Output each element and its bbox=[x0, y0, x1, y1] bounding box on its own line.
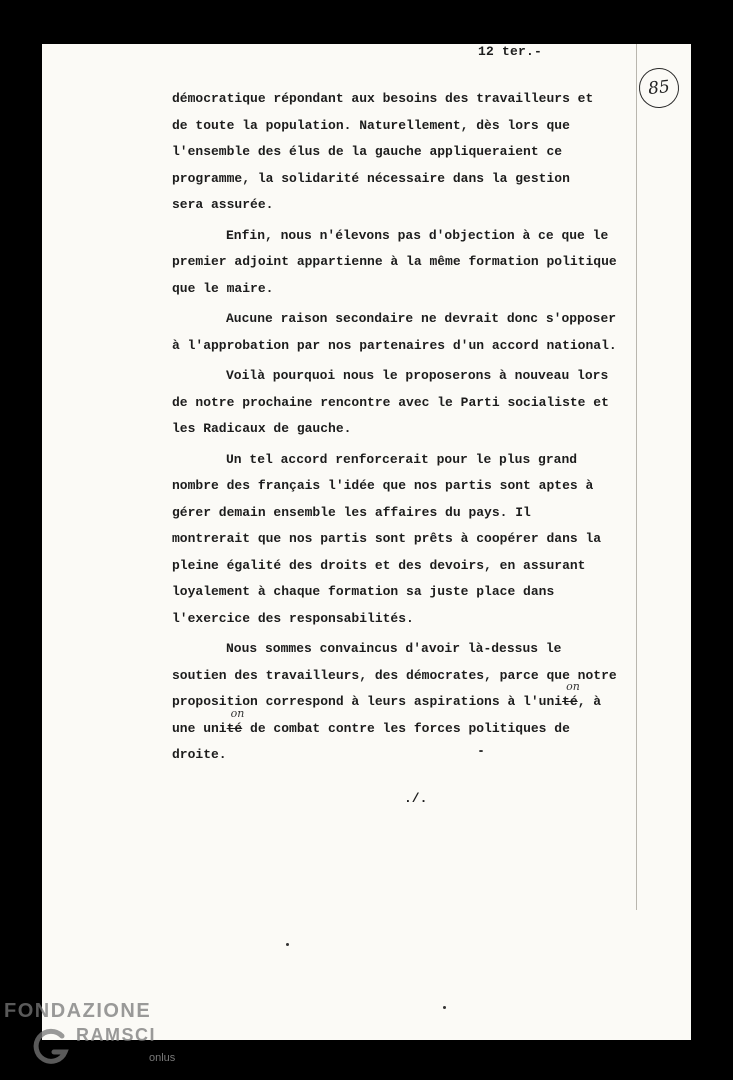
text-line: gérer demain ensemble les affaires du pays. Il bbox=[172, 504, 531, 520]
archive-stamp: 85 bbox=[637, 66, 681, 110]
text-line: soutien des travailleurs, des démocrates, parce que notre bbox=[172, 667, 617, 683]
paper-speck bbox=[443, 1006, 446, 1009]
watermark-suffix: onlus bbox=[149, 1052, 176, 1064]
text-line-with-correction bbox=[172, 706, 632, 743]
struck-text: té bbox=[562, 694, 578, 709]
text-line: pleine égalité des droits et des devoirs, en assurant bbox=[172, 557, 586, 573]
page-number-header: 12 ter.- bbox=[478, 44, 543, 59]
fondazione-gramsci-watermark bbox=[4, 998, 194, 1078]
paragraph-6 bbox=[172, 636, 632, 769]
document-page bbox=[42, 44, 691, 1040]
text-line: sera assurée. bbox=[172, 197, 274, 212]
handwritten-correction bbox=[562, 680, 580, 716]
watermark-line2: RAMSCI bbox=[76, 1025, 156, 1045]
typed-letter-body bbox=[172, 86, 632, 773]
text-segment: une uni bbox=[172, 720, 227, 736]
text-line: programme, la solidarité nécessaire dans la gestion bbox=[172, 170, 570, 186]
text-line: Voilà pourquoi nous le proposerons à nouveau lors bbox=[226, 368, 609, 383]
text-line: Un tel accord renforcerait pour le plus grand bbox=[226, 451, 578, 467]
text-line: à l'approbation par nos partenaires d'un accord national. bbox=[172, 337, 617, 353]
text-line: de toute la population. Naturellement, dès lors que bbox=[172, 117, 570, 133]
paragraph-1 bbox=[172, 86, 632, 219]
handwritten-insertion: on bbox=[230, 706, 245, 720]
paper-speck bbox=[286, 943, 289, 946]
gramsci-logo-g-icon bbox=[32, 1026, 72, 1066]
text-segment: de combat contre les forces politiques de bbox=[242, 720, 570, 736]
paragraph-5 bbox=[172, 447, 632, 633]
watermark-line1: FONDAZIONE bbox=[4, 1000, 152, 1022]
handwritten-correction bbox=[226, 706, 245, 743]
text-line: Enfin, nous n'élevons pas d'objection à ce que le bbox=[226, 227, 609, 243]
text-segment: , à bbox=[577, 694, 602, 709]
text-line: Aucune raison secondaire ne devrait donc s'opposer bbox=[226, 311, 617, 326]
margin-rule bbox=[636, 44, 637, 910]
handwritten-insertion: on bbox=[566, 680, 580, 693]
text-line: montrerait que nos partis sont prêts à coopérer dans la bbox=[172, 531, 602, 546]
text-line: de notre prochaine rencontre avec le Parti socialiste et bbox=[172, 394, 609, 410]
text-line: Nous sommes convaincus d'avoir là-dessus le bbox=[226, 641, 562, 656]
paper-speck bbox=[479, 750, 483, 752]
text-line: l'ensemble des élus de la gauche appliqueraient ce bbox=[172, 144, 563, 159]
text-line: premier adjoint appartienne à la même formation politique bbox=[172, 254, 617, 269]
text-line: démocratique répondant aux besoins des travailleurs et bbox=[172, 91, 594, 106]
text-segment: proposition correspond à leurs aspirations à l'uni bbox=[172, 694, 563, 709]
text-line: l'exercice des responsabilités. bbox=[172, 610, 414, 626]
paragraph-4 bbox=[172, 363, 632, 443]
continuation-mark: ./. bbox=[404, 791, 428, 806]
text-line: que le maire. bbox=[172, 280, 274, 296]
text-line: droite. bbox=[172, 747, 227, 762]
struck-text: té bbox=[226, 720, 243, 736]
text-line: les Radicaux de gauche. bbox=[172, 421, 352, 436]
paragraph-3 bbox=[172, 306, 632, 359]
paragraph-2 bbox=[172, 223, 632, 303]
text-line: loyalement à chaque formation sa juste place dans bbox=[172, 584, 555, 599]
text-line: nombre des français l'idée que nos partis sont aptes à bbox=[172, 478, 594, 493]
